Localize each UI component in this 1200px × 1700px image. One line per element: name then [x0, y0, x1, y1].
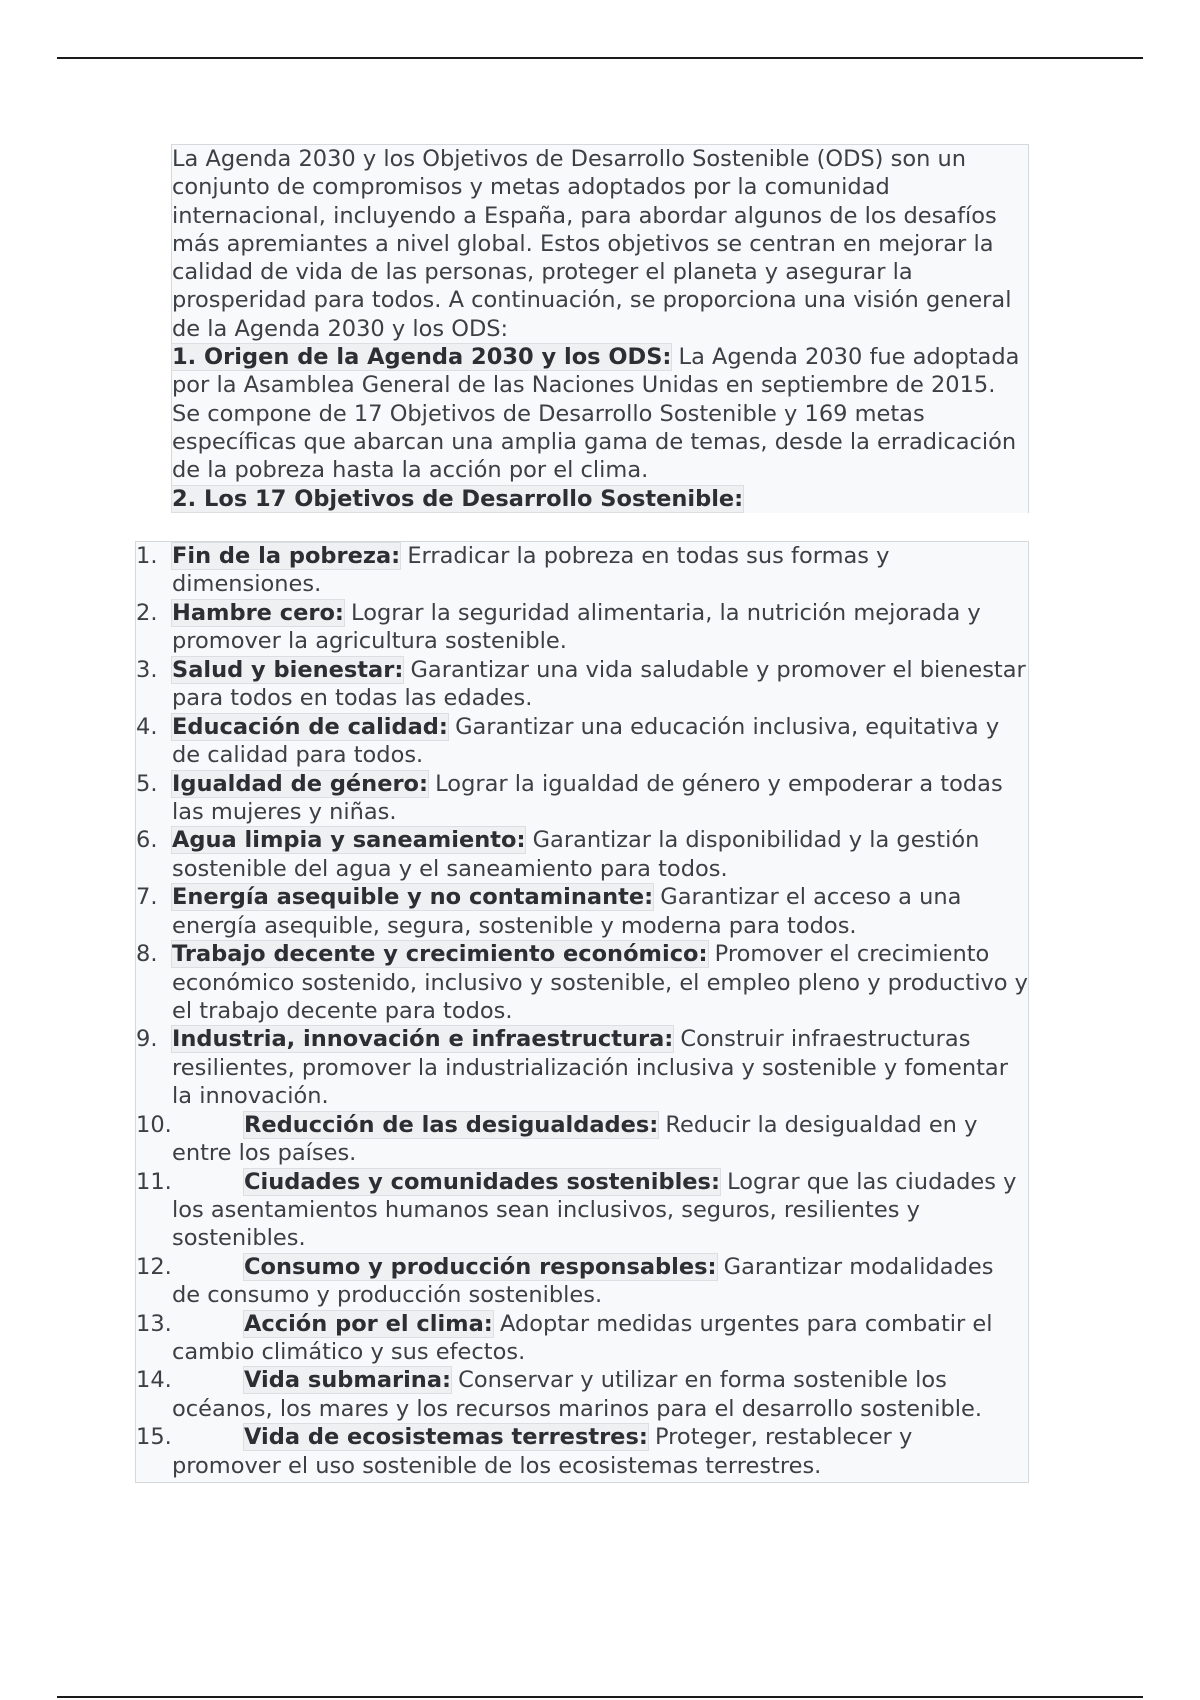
goal-number: 8.: [136, 941, 158, 968]
goal-title: Consumo y producción responsables:: [244, 1253, 717, 1280]
goal-text: Erradicar la pobreza en todas sus formas y dimensiones.: [172, 543, 890, 598]
goal-title: Energía asequible y no contaminante:: [172, 884, 654, 911]
goal-item: [136, 1025, 1028, 1110]
goal-number: 12.: [136, 1253, 172, 1280]
goal-number: 14.: [136, 1367, 172, 1394]
intro-paragraph: La Agenda 2030 y los Objetivos de Desarrollo Sostenible (ODS) son un conjunto de compromisos y metas adoptados por la comunidad internacional, incluyendo a España, para abordar algunos de los desafíos más apremiantes a nivel global. Estos objetivos se centran en mejorar la calidad de vida de las personas, proteger el planeta y asegurar la prosperidad para todos. A continuación, se proporciona una visión general de la Agenda 2030 y los ODS:: [172, 146, 1012, 342]
goal-text: Promover el crecimiento económico sostenido, inclusivo y sostenible, el empleo pleno y productivo y el trabajo decente para todos.: [172, 941, 1028, 1024]
goal-item: [136, 656, 1028, 713]
goal-title: Trabajo decente y crecimiento económico:: [172, 941, 708, 968]
goal-title: Acción por el clima:: [244, 1310, 493, 1337]
goal-number: 3.: [136, 656, 158, 683]
goal-item: [136, 1423, 1028, 1480]
goal-text: Garantizar modalidades de consumo y producción sostenibles.: [172, 1253, 994, 1308]
goal-text: Reducir la desigualdad en y entre los países.: [172, 1111, 978, 1166]
goal-number: 5.: [136, 770, 158, 797]
goal-item: [136, 1111, 1028, 1168]
goal-text: Lograr la igualdad de género y empoderar a todas las mujeres y niñas.: [172, 770, 1003, 825]
goal-item: [136, 1310, 1028, 1367]
goal-title: Vida submarina:: [244, 1367, 452, 1394]
goal-title: Reducción de las desigualdades:: [244, 1111, 659, 1138]
goal-text: Garantizar una vida saludable y promover el bienestar para todos en todas las edades.: [172, 656, 1026, 712]
goal-item: [136, 770, 1028, 827]
goal-text: Proteger, restablecer y promover el uso sostenible de los ecosistemas terrestres.: [172, 1424, 913, 1479]
goal-text: Construir infraestructuras resilientes, promover la industrialización inclusiva y sostenible y fomentar la innovación.: [172, 1026, 1008, 1110]
goal-number: 11.: [136, 1168, 172, 1195]
goal-title: Educación de calidad:: [172, 713, 448, 740]
goal-item: [136, 542, 1028, 599]
goal-number: 13.: [136, 1310, 172, 1337]
goal-title: Fin de la pobreza:: [172, 543, 401, 569]
section-origin: [172, 343, 1028, 484]
footer-rule: [57, 1696, 1143, 1698]
goal-item: [136, 1253, 1028, 1310]
goal-title: Hambre cero:: [172, 599, 344, 626]
section-goals-heading: 2. Los 17 Objetivos de Desarrollo Sostenible:: [172, 485, 744, 512]
header-rule: [57, 57, 1143, 59]
goal-text: Conservar y utilizar en forma sostenible los océanos, los mares y los recursos marinos para el desarrollo sostenible.: [172, 1367, 983, 1422]
goal-title: Industria, innovación e infraestructura:: [172, 1026, 674, 1053]
goal-number: 9.: [136, 1026, 158, 1053]
intro-section: [171, 144, 1029, 513]
section-origin-heading: 1. Origen de la Agenda 2030 y los ODS:: [172, 344, 672, 371]
goal-item: [136, 599, 1028, 656]
goal-number: 4.: [136, 713, 158, 740]
goal-item: [136, 940, 1028, 1025]
goal-item: [136, 1168, 1028, 1253]
goal-number: 15.: [136, 1424, 172, 1451]
goal-text: Adoptar medidas urgentes para combatir el cambio climático y sus efectos.: [172, 1310, 993, 1365]
goal-text: Lograr que las ciudades y los asentamientos humanos sean inclusivos, seguros, resilientes y sostenibles.: [172, 1168, 1017, 1252]
goal-text: Garantizar el acceso a una energía asequible, segura, sostenible y moderna para todos.: [172, 884, 962, 939]
section-goals-heading-row: [172, 485, 1028, 513]
goal-title: Salud y bienestar:: [172, 656, 404, 683]
goal-number: 7.: [136, 884, 158, 911]
goal-number: 6.: [136, 827, 158, 854]
goals-list: [135, 541, 1029, 1483]
goal-item: [136, 883, 1028, 940]
goal-text: Garantizar una educación inclusiva, equitativa y de calidad para todos.: [172, 713, 1000, 768]
goal-text: Lograr la seguridad alimentaria, la nutrición mejorada y promover la agricultura sostenible.: [172, 599, 981, 655]
goal-title: Agua limpia y saneamiento:: [172, 827, 526, 854]
goal-number: 1.: [136, 543, 158, 569]
goal-title: Vida de ecosistemas terrestres:: [244, 1424, 648, 1451]
goal-item: [136, 1366, 1028, 1423]
goal-title: Igualdad de género:: [172, 770, 429, 797]
section-origin-text: La Agenda 2030 fue adoptada por la Asamblea General de las Naciones Unidas en septiembre de 2015. Se compone de 17 Objetivos de Desarrollo Sostenible y 169 metas específicas que abarcan una amplia gama de temas, desde la erradicación de la pobreza hasta la acción por el clima.: [172, 344, 1020, 484]
goal-title: Ciudades y comunidades sostenibles:: [244, 1168, 720, 1195]
goal-number: 2.: [136, 599, 158, 626]
goal-number: 10.: [136, 1111, 172, 1138]
goal-item: [136, 826, 1028, 883]
goal-text: Garantizar la disponibilidad y la gestión sostenible del agua y el saneamiento para todos.: [172, 827, 980, 882]
goal-item: [136, 713, 1028, 770]
